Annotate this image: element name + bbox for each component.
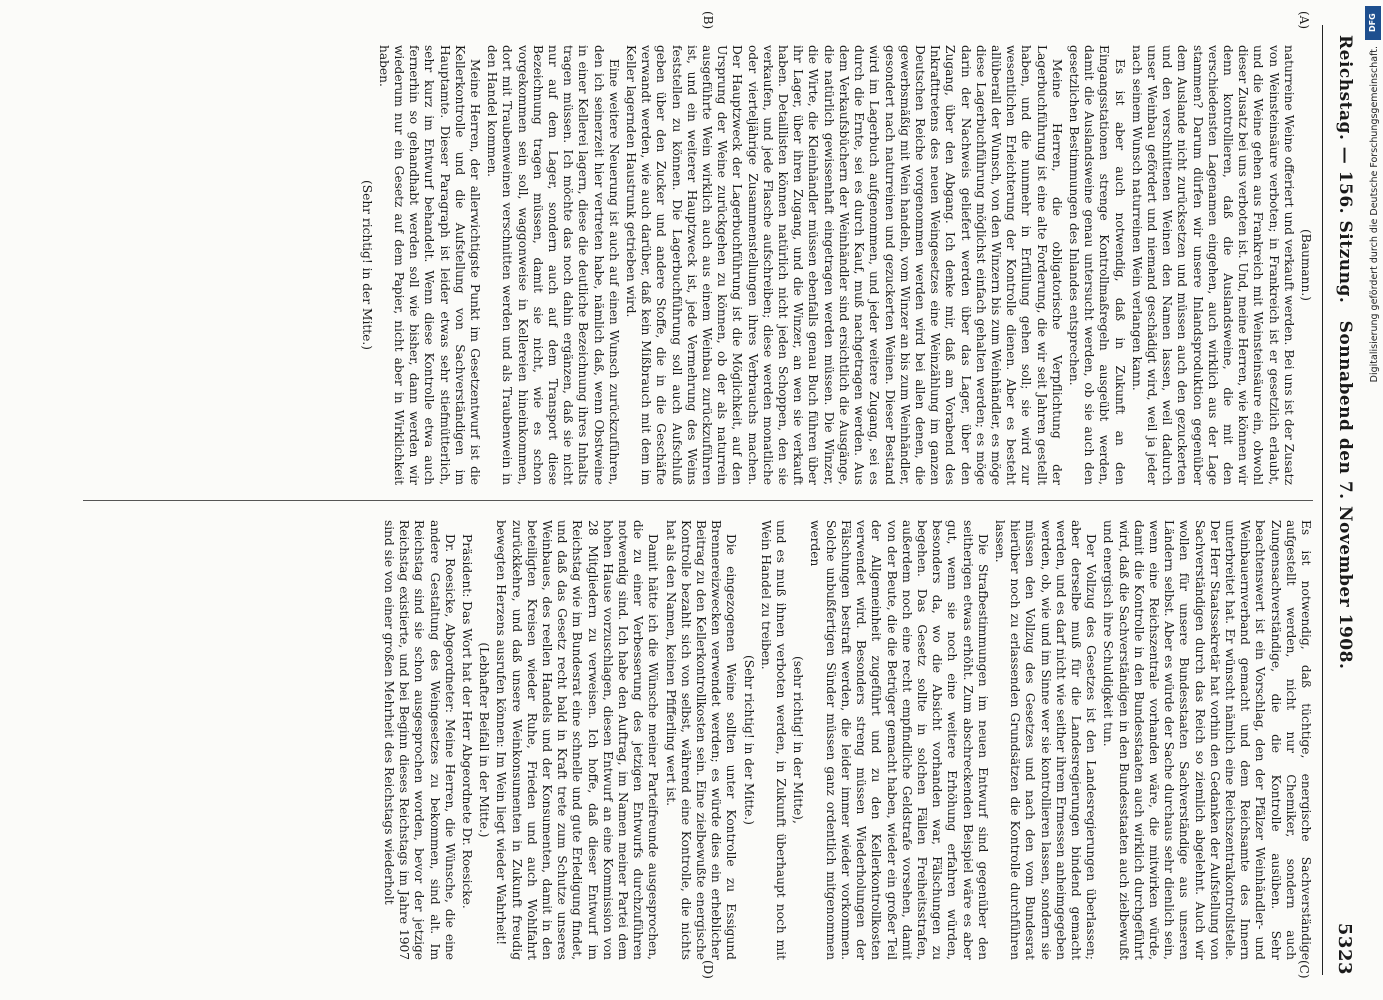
paragraph: (Lebhafter Beifall in der Mitte.): [477, 642, 492, 838]
header-rule: [1322, 25, 1323, 975]
rotated-sheet: [40, 5, 1365, 985]
marker-d: (D): [701, 960, 715, 979]
page-header: [1325, 5, 1355, 985]
paragraph: Es ist aber auch notwendig, daß in Zukunft an den Eingangsstationen strenge Kontrollmaßregeln ausgeübt werden, damit die Auslandsweine genau untersucht werden, ob sie auch den gesetzlichen Bestimmungen des Inlandes entsprechen.: [1066, 45, 1127, 485]
page-number: 5323: [1334, 922, 1355, 975]
paragraph: Die Strafbestimmungen im neuen Entwurf sind gegenüber den seitherigen etwas erhöht. Zum abschreckenden Beispiel wäre es aber gut, wenn sie noch eine weitere Erhöhung erfahren würden, besonders da, wo die Absicht vorhanden war, Fälschungen zu begehen. Das Gesetz sollte in solchen Fällen Freiheitsstrafen, außerdem noch eine recht empfindliche Geldstrafe vorsehen, damit von der Beute, die die Betrüger gemacht haben, wieder ein großer Teil der Allgemeinheit zugeführt und zu den Kellerkontrollkosten verwendet wird. Besonders streng müssen Wiederholungen der Fälschungen bestraft werden, die leider immer wieder vorkommen. Solche unbußfertigen Sünder müssen ganz ordentlich mitgenommen werden: [808, 520, 990, 960]
marker-c: (C): [1297, 960, 1311, 979]
paragraph: Die eingezogenen Weine sollten unter Kontrolle zu Essigund Brennereizwecken verwendet werden; es würde dies ein erheblicher Beitrag zu den Kellerkontrollkosten sein. Eine zielbewußte energische Kontrolle bezahlt sich von selbst, während eine Kontrolle, die nichts hat als den Namen, keinen Pfifferling wert ist.: [663, 520, 739, 960]
paragraph: Dr. Roesicke, Abgeordneter: Meine Herren, die Wünsche, die eine andere Gestaltung des Weingesetzes zu bekommen, sind alt. Im Reichstag sind sie schon ausgesprochen worden, bevor der jetzige Reichstag existierte, und bei Beginn dieses Reichstags im Jahre 1907 sind sie von einer großen Mehrheit des Reichstags wiederholt: [382, 520, 457, 960]
paragraph: Meine Herren, der allerwichtigste Punkt im Gesetzentwurf ist die Kellerkontrolle und die Aufstellung von Sachverständigen im Hauptamte. Dieser Paragraph ist leider etwas sehr stiefmütterlich, sehr kurz im Entwurf behandelt. Wenn diese Kontrolle etwa auch fernerhin so gehandhabt werden soll wie bisher, dann werden wir wiederum nur ein Gesetz auf dem Papier, nicht aber in Wirklichkeit haben.: [376, 45, 483, 485]
paragraph: Der Vollzug des Gesetzes ist den Landesregierungen überlassen; aber derselbe muß für die Landesregierungen bindend gemacht werden, und es darf nicht wie seither ihrem Ermessen anheimgegeben werden, ob, wie und im Sinne wer sie kontrollieren lassen, sondern sie müssen den Vollzug des Gesetzes und nach den vom Bundesrat hierüber noch zu erlassenden Grundsätzen die Kontrolle durchführen lassen.: [992, 520, 1099, 960]
right-column: [163, 520, 1313, 960]
column-divider: [83, 500, 1313, 501]
marker-a: (A): [1297, 11, 1311, 30]
paragraph: Präsident: Das Wort hat der Herr Abgeordnete Dr. Roesicke.: [460, 534, 475, 909]
paragraph: Es ist notwendig, daß tüchtige, energische Sachverständige aufgestellt werden, nicht nur Chemiker, sondern auch Zungensachverständige, die die Kontrolle ausüben. Sehr beachtenswert ist ein Vorschlag, den der Pfälzer Weinhändler- und Weinbauernverband gemacht und dem Reichsamte des Innern unterbreitet hat. Er wünscht nämlich eine Reichszentralkontrollstelle. Der Herr Staatssekretär hat vorhin den Gedanken der Aufstellung von Sachverständigen durch das Reich so ziemlich abgelehnt. Auch wir wollen für unsere Bundesstaaten Sachverständige aus unseren Ländern selbst. Aber es würde der Sache durchaus sehr dienlich sein, wenn eine Reichszentrale vorhanden wäre, die mitwirken würde, damit die Kontrolle in den Bundesstaaten auch wirklich durchgeführt wird, daß die Sachverständigen in den Bundesstaaten auch zielbewußt und energisch ihre Schuldigkeit tun.: [1101, 520, 1313, 960]
paragraph: (Sehr richtig! in der Mitte.): [741, 655, 756, 825]
dfg-logo: DFG: [1365, 6, 1381, 40]
paragraph: naturreine Weine offeriert und verkauft werden. Bei uns ist der Zusatz von Weinsteinsäure verboten; in Frankreich ist er gesetzlich erlaubt, und die Weine gehen aus Frankreich mit Weinsteinsäure ein, obwohl dieser Zusatz bei uns verboten ist. Und, meine Herren, wie können wir denn kontrollieren, daß die Auslandsweine, die mit den verschiedensten Lagenamen eingehen, auch wirklich aus der Lage stammen? Darum dürfen wir unsere Inlandsproduktion gegenüber dem Auslande nicht zurücksetzen und müssen auch den gezuckerten und den verschnittenen Weinen den Namen lassen, weil dadurch unser Weinbau gefördert und niemand geschädigt wird, weil ja jeder nach seinem Wunsch naturreinen Wein verlangen kann.: [1129, 45, 1296, 485]
paragraph: Eine weitere Neuerung ist auch auf einen Wunsch zurückzuführen, den ich seinerzeit hier vertreten habe, nämlich daß, wenn Obstweine in einer Kellerei lagern, diese die deutliche Bezeichnung ihres Inhalts tragen müssen. Ich möchte das noch dahin ergänzen, daß sie nicht nur auf dem Lager, sondern auch auf dem Transport diese Bezeichnung tragen müssen, damit sie nicht, wie es schon vorgekommen sein soll, waggonweise in Kellereien hineinkommen, dort mit Traubenweinen verschnitten werden und als Traubenwein in den Handel kommen.: [485, 45, 621, 485]
left-column: [53, 45, 1313, 485]
digitization-attribution: Digitalisierung gefördert durch die Deutsche Forschungsgemeinschaft.: [1369, 46, 1380, 383]
paragraph: (Baumann.): [1299, 229, 1313, 301]
header-left: Reichstag. — 156. Sitzung.: [1335, 35, 1355, 304]
paragraph: Meine Herren, die obligatorische Verpflichtung der Lagerbuchführung ist eine alte Forderung, die wir seit Jahren gestellt haben, und die nunmehr in Erfüllung gehen soll; sie wird zur wesentlichen Erleichterung der Kontrolle dienen. Aber es besteht allüberall der Wunsch, von den Winzern bis zum Weinhändler, es möge diese Lagerbuchführung möglichst einfach gehalten werden; es möge darin der Nachweis geliefert werden über das Lager, über den Zugang, über den Abgang. Ich denke mir, daß am Vorabend des Inkrafttretens des neuen Weingesetzes eine Weinzählung im ganzen Deutschen Reiche vorgenommen werden wird bei allen denen, die gewerbsmäßig mit Wein handeln, vom Winzer an bis zum Weinhändler, gesondert nach naturreinen und gezuckerten Weinen. Dieser Bestand wird im Lagerbuch aufgenommen, und jeder weitere Zugang, sei es durch die Ernte, sei es durch Kauf, muß nachgetragen werden. Aus dem Verkaufsbüchern der Weinhändler sind ersichtlich die Ausgänge, die natürlich gewissenhaft eingetragen werden müssen. Die Winzer, die Wirte, die Kleinhändler müssen ebenfalls genau Buch führen über ihr Lager, über ihren Zugang, und die Winzer, an wen sie verkauft haben. Detaillisten können natürlich nicht jeden Schoppen, den sie verkaufen, und jede Flasche aufschreiben; diese werden monatliche oder vierteljährige Zusammenstellungen ihres Verbrauchs machen. Der Hauptzweck der Lagerbuchführung ist die Möglichkeit, auf den Ursprung der Weine zurückgehen zu können, ob der als naturrein ausgeführte Wein wirklich auch aus einem Weinbau zurückzuführen ist, und ein weiterer Hauptzweck ist, jede Vermehrung des Weins feststellen zu können. Die Lagerbuchführung soll auch Aufschluß geben über den Zucker und andere Stoffe, die in die Geschäfte verwandt werden, wie auch darüber, daß kein Mißbrauch mit dem im Keller lagernden Haustrunk getrieben wird.: [624, 45, 1064, 485]
header-center: Sonnabend den 7. November 1908.: [1335, 320, 1355, 670]
marker-b: (B): [701, 11, 715, 30]
paragraph: (sehr richtig! in der Mitte),: [791, 656, 806, 824]
paragraph: und es muß ihnen verboten werden, in Zukunft überhaupt noch mit Wein Handel zu treiben.: [758, 520, 789, 960]
paragraph: Damit hätte ich die Wünsche meiner Parteifreunde ausgesprochen, die zu einer Verbesserung des jetzigen Entwurfs durchzuführen notwendig sind. Ich habe den Auftrag, im Namen meiner Partei dem hohen Hause vorzuschlagen, diesen Entwurf an eine Kommission von 28 Mitgliedern zu verweisen. Ich hoffe, daß dieser Entwurf im Reichstag wie im Bundesrat eine schnelle und gute Erledigung findet, und daß das Gesetz recht bald in Kraft trete zum Schutze unseres Weinbaues, des reellen Handels und der Konsumenten, damit in den beteiligten Kreisen wieder Ruhe, Frieden und auch Wohlfahrt zurückkehre, und daß unsere Weinkonsumenten in Zukunft freudig bewegten Herzens ausrufen können: Im Wein liegt wieder Wahrheit!: [494, 520, 661, 960]
paragraph: (Sehr richtig! in der Mitte.): [359, 180, 374, 350]
